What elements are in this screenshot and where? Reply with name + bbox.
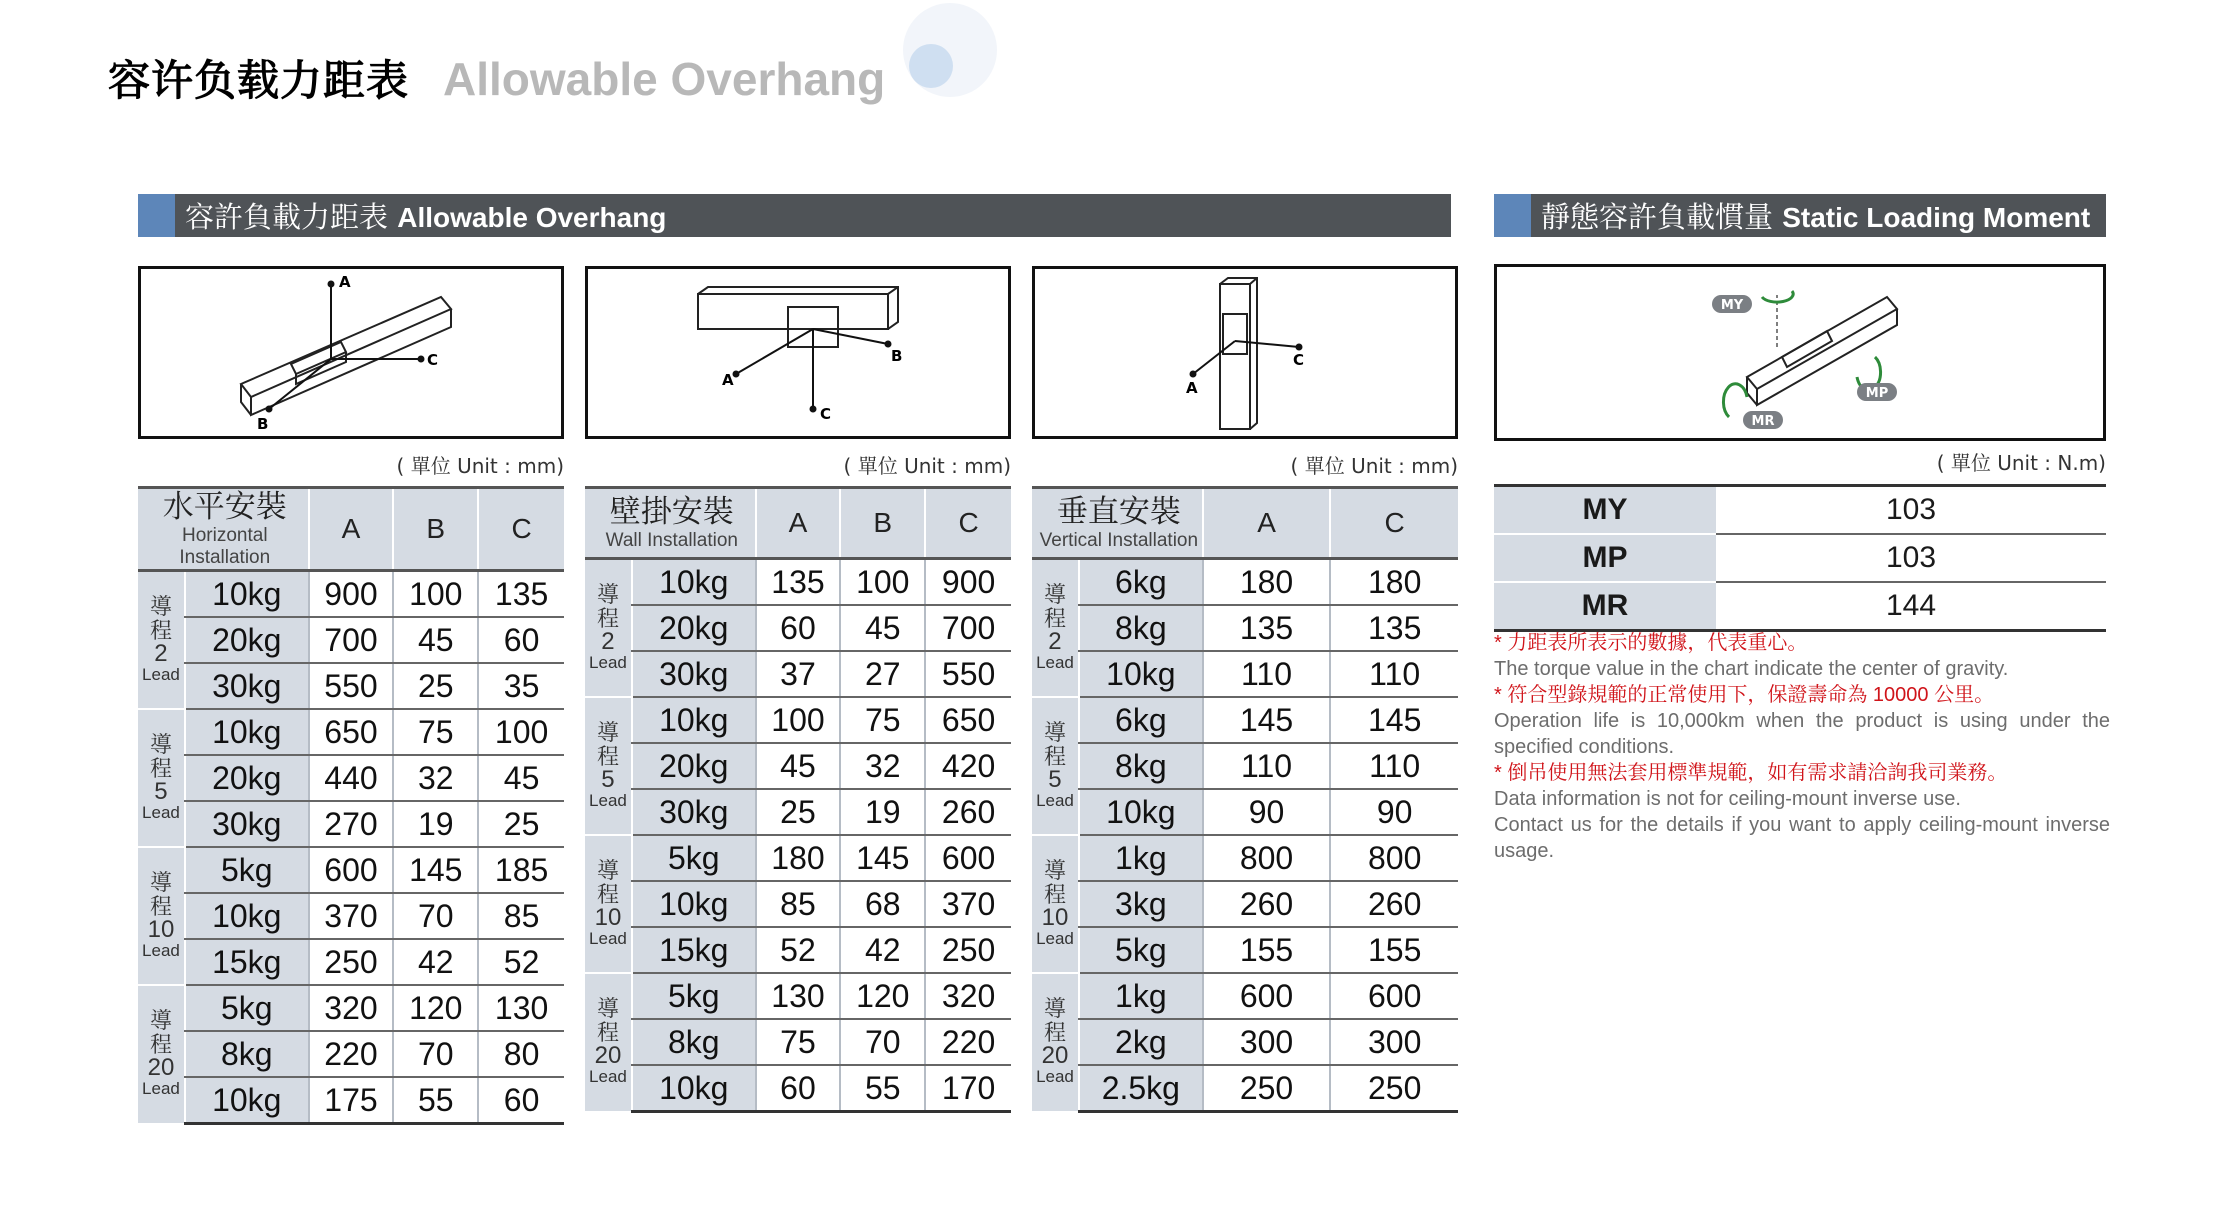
section-bar-moment <box>1494 194 2106 237</box>
table-row <box>1032 651 1458 697</box>
column-header: A <box>1203 488 1331 559</box>
table-row <box>1032 1019 1458 1065</box>
lead-label-zh: 導 程 <box>1043 582 1066 631</box>
load-cell: 15kg <box>632 927 756 973</box>
load-cell: 20kg <box>185 755 309 801</box>
value-cell: 250 <box>1203 1065 1331 1112</box>
load-cell: 6kg <box>1079 697 1203 743</box>
lead-cell <box>1032 835 1079 973</box>
lead-label-en: Lead <box>142 941 180 960</box>
my-label: MY <box>1720 298 1744 313</box>
value-cell: 300 <box>1330 1019 1458 1065</box>
lead-label-zh: 導 程 <box>1043 720 1066 769</box>
table-header-row <box>1032 488 1458 559</box>
moment-value: 103 <box>1716 534 2106 582</box>
value-cell: 45 <box>840 605 925 651</box>
lead-value: 5 <box>601 766 615 793</box>
installation-header-zh: 水平安裝 <box>162 489 287 524</box>
value-cell: 42 <box>840 927 925 973</box>
load-cell: 30kg <box>185 801 309 847</box>
notes <box>1494 630 2110 864</box>
overhang-table-vertical <box>1032 486 1458 1113</box>
table-row <box>585 1019 1011 1065</box>
lead-value: 5 <box>1048 766 1062 793</box>
value-cell: 145 <box>840 835 925 881</box>
value-cell: 600 <box>1330 973 1458 1019</box>
table-row <box>1032 559 1458 606</box>
table-row <box>585 1065 1011 1112</box>
unit-label: ( 單位 Unit : N.m) <box>1936 451 2106 475</box>
lead-value: 10 <box>1041 904 1069 931</box>
note-en: The torque value in the chart indicate the center of gravity. <box>1494 658 2009 680</box>
value-cell: 900 <box>309 571 394 618</box>
value-cell: 700 <box>309 617 394 663</box>
axis-label-b: B <box>891 347 903 365</box>
note-en: Operation life is 10,000km when the product is using under the specified conditions. <box>1494 710 2110 758</box>
value-cell: 100 <box>840 559 925 606</box>
lead-cell <box>1032 559 1079 698</box>
lead-cell <box>1032 973 1079 1112</box>
table-row <box>138 893 564 939</box>
lead-value: 2 <box>1048 628 1062 655</box>
lead-cell <box>585 559 632 698</box>
section-bar-title-en: Allowable Overhang <box>397 202 667 233</box>
diagram-moment <box>1494 264 2106 441</box>
load-cell: 20kg <box>632 605 756 651</box>
value-cell: 145 <box>1203 697 1331 743</box>
value-cell: 85 <box>756 881 841 927</box>
unit-label: ( 單位 Unit : mm) <box>843 454 1011 478</box>
section-bar-accent <box>1494 194 1531 237</box>
value-cell: 130 <box>756 973 841 1019</box>
value-cell: 130 <box>478 985 564 1031</box>
table-row <box>1032 605 1458 651</box>
value-cell: 60 <box>478 1077 564 1124</box>
page-title <box>108 48 885 108</box>
installation-header-zh: 垂直安裝 <box>1056 494 1181 529</box>
lead-cell <box>585 697 632 835</box>
value-cell: 900 <box>925 559 1011 606</box>
value-cell: 25 <box>478 801 564 847</box>
column-header: A <box>756 488 841 559</box>
table-row <box>1032 743 1458 789</box>
lead-label-zh: 導 程 <box>596 858 619 907</box>
column-header: B <box>393 488 478 571</box>
lead-cell <box>138 985 185 1124</box>
table-row <box>138 985 564 1031</box>
value-cell: 100 <box>478 709 564 755</box>
value-cell: 260 <box>925 789 1011 835</box>
installation-header-zh: 壁掛安裝 <box>609 494 734 529</box>
decor-circle-small <box>909 44 953 88</box>
table-row <box>585 881 1011 927</box>
table-row <box>585 789 1011 835</box>
lead-label-zh: 導 程 <box>596 720 619 769</box>
axis-label-a: A <box>1186 379 1198 397</box>
table-row <box>138 1077 564 1124</box>
value-cell: 270 <box>309 801 394 847</box>
value-cell: 175 <box>309 1077 394 1124</box>
value-cell: 27 <box>840 651 925 697</box>
value-cell: 550 <box>925 651 1011 697</box>
value-cell: 800 <box>1203 835 1331 881</box>
lead-value: 20 <box>147 1054 175 1082</box>
table-row <box>1032 927 1458 973</box>
load-cell: 10kg <box>632 697 756 743</box>
load-cell: 2.5kg <box>1079 1065 1203 1112</box>
value-cell: 60 <box>756 605 841 651</box>
value-cell: 19 <box>393 801 478 847</box>
load-cell: 1kg <box>1079 835 1203 881</box>
value-cell: 180 <box>1203 559 1331 606</box>
section-bar-title-en: Static Loading Moment <box>1782 202 2091 233</box>
lead-label-en: Lead <box>589 791 627 810</box>
lead-label-en: Lead <box>1036 653 1074 672</box>
table-header-row <box>138 488 564 571</box>
load-cell: 10kg <box>632 559 756 606</box>
lead-value: 10 <box>594 904 622 931</box>
load-cell: 30kg <box>185 663 309 709</box>
value-cell: 110 <box>1330 743 1458 789</box>
value-cell: 120 <box>840 973 925 1019</box>
vertical-mount-illustration <box>1035 269 1455 436</box>
value-cell: 600 <box>925 835 1011 881</box>
lead-label-en: Lead <box>142 665 180 684</box>
table-row <box>585 697 1011 743</box>
value-cell: 260 <box>1203 881 1331 927</box>
lead-label-zh: 導 程 <box>149 870 172 919</box>
value-cell: 55 <box>393 1077 478 1124</box>
load-cell: 5kg <box>1079 927 1203 973</box>
installation-header <box>138 488 309 571</box>
overhang-table-wall <box>585 486 1011 1113</box>
installation-header <box>1032 488 1203 559</box>
value-cell: 135 <box>1203 605 1331 651</box>
value-cell: 52 <box>478 939 564 985</box>
value-cell: 155 <box>1203 927 1331 973</box>
table-row <box>1494 582 2106 631</box>
mr-label: MR <box>1751 414 1775 429</box>
value-cell: 600 <box>1203 973 1331 1019</box>
load-cell: 10kg <box>185 893 309 939</box>
load-cell: 5kg <box>185 985 309 1031</box>
lead-label-zh: 導 程 <box>596 582 619 631</box>
value-cell: 250 <box>1330 1065 1458 1112</box>
section-bar-title-zh: 靜態容許負載慣量 <box>1541 200 1774 234</box>
column-header: C <box>478 488 564 571</box>
value-cell: 320 <box>309 985 394 1031</box>
value-cell: 70 <box>393 1031 478 1077</box>
moment-illustration <box>1497 267 2103 438</box>
value-cell: 120 <box>393 985 478 1031</box>
load-cell: 20kg <box>632 743 756 789</box>
installation-header <box>585 488 756 559</box>
value-cell: 70 <box>840 1019 925 1065</box>
value-cell: 260 <box>1330 881 1458 927</box>
moment-value: 144 <box>1716 582 2106 631</box>
load-cell: 8kg <box>1079 743 1203 789</box>
value-cell: 19 <box>840 789 925 835</box>
table-row <box>138 709 564 755</box>
lead-value: 2 <box>154 640 168 667</box>
value-cell: 650 <box>925 697 1011 743</box>
table-row <box>138 663 564 709</box>
lead-label-en: Lead <box>1036 929 1074 948</box>
load-cell: 10kg <box>1079 789 1203 835</box>
value-cell: 90 <box>1203 789 1331 835</box>
moment-key: MP <box>1494 534 1716 582</box>
value-cell: 600 <box>309 847 394 893</box>
table-row <box>1032 973 1458 1019</box>
value-cell: 32 <box>840 743 925 789</box>
load-cell: 8kg <box>632 1019 756 1065</box>
note-en: Contact us for the details if you want to apply ceiling-mount inverse usage. <box>1494 814 2110 862</box>
lead-label-en: Lead <box>589 929 627 948</box>
note-zh: * 倒吊使用無法套用標準規範，如有需求請洽詢我司業務。 <box>1494 762 2008 784</box>
value-cell: 155 <box>1330 927 1458 973</box>
section-bar-accent <box>138 194 175 237</box>
diagram-wall <box>585 266 1011 439</box>
table-row <box>585 743 1011 789</box>
value-cell: 75 <box>393 709 478 755</box>
load-cell: 10kg <box>185 571 309 618</box>
load-cell: 6kg <box>1079 559 1203 606</box>
lead-label-en: Lead <box>142 1079 180 1099</box>
load-cell: 30kg <box>632 651 756 697</box>
unit-label: ( 單位 Unit : mm) <box>396 454 564 478</box>
load-cell: 10kg <box>185 1077 309 1124</box>
lead-value: 2 <box>601 628 615 655</box>
value-cell: 135 <box>756 559 841 606</box>
load-cell: 5kg <box>185 847 309 893</box>
table-row <box>138 939 564 985</box>
overhang-table-horizontal <box>138 486 564 1125</box>
value-cell: 45 <box>393 617 478 663</box>
installation-header-en: Vertical Installation <box>1039 530 1199 551</box>
value-cell: 550 <box>309 663 394 709</box>
table-row <box>1032 835 1458 881</box>
value-cell: 440 <box>309 755 394 801</box>
load-cell: 20kg <box>185 617 309 663</box>
axis-label-c: C <box>820 405 832 423</box>
load-cell: 5kg <box>632 973 756 1019</box>
installation-header-en: Horizontal Installation <box>179 525 271 568</box>
lead-label-zh: 導 程 <box>596 996 619 1046</box>
unit-label: ( 單位 Unit : mm) <box>1290 454 1458 478</box>
value-cell: 75 <box>756 1019 841 1065</box>
value-cell: 300 <box>1203 1019 1331 1065</box>
load-cell: 15kg <box>185 939 309 985</box>
table-header-row <box>585 488 1011 559</box>
value-cell: 32 <box>393 755 478 801</box>
column-header: C <box>1330 488 1458 559</box>
table-row <box>138 617 564 663</box>
section-bar-overhang <box>138 194 1451 237</box>
table-row <box>138 571 564 618</box>
value-cell: 420 <box>925 743 1011 789</box>
value-cell: 145 <box>1330 697 1458 743</box>
value-cell: 220 <box>925 1019 1011 1065</box>
value-cell: 42 <box>393 939 478 985</box>
value-cell: 90 <box>1330 789 1458 835</box>
installation-header-en: Wall Installation <box>605 530 738 551</box>
value-cell: 170 <box>925 1065 1011 1112</box>
axis-label-c: C <box>1293 351 1305 369</box>
lead-label-zh: 導 程 <box>149 1008 172 1058</box>
table-row <box>1032 881 1458 927</box>
lead-label-zh: 導 程 <box>1043 858 1066 907</box>
horizontal-mount-illustration <box>141 269 561 436</box>
table-row <box>585 651 1011 697</box>
load-cell: 2kg <box>1079 1019 1203 1065</box>
value-cell: 70 <box>393 893 478 939</box>
table-row <box>1032 697 1458 743</box>
table-row <box>1494 486 2106 535</box>
diagram-vertical <box>1032 266 1458 439</box>
value-cell: 800 <box>1330 835 1458 881</box>
note-zh: * 符合型錄規範的正常使用下，保證壽命為 10000 公里。 <box>1494 684 1995 706</box>
value-cell: 180 <box>756 835 841 881</box>
page-title-zh: 容许负载力距表 <box>108 56 410 105</box>
value-cell: 25 <box>393 663 478 709</box>
load-cell: 1kg <box>1079 973 1203 1019</box>
load-cell: 30kg <box>632 789 756 835</box>
value-cell: 55 <box>840 1065 925 1112</box>
note-en: Data information is not for ceiling-mount inverse use. <box>1494 788 1961 810</box>
value-cell: 145 <box>393 847 478 893</box>
value-cell: 45 <box>478 755 564 801</box>
load-cell: 8kg <box>1079 605 1203 651</box>
column-header: A <box>309 488 394 571</box>
lead-cell <box>138 847 185 985</box>
value-cell: 110 <box>1203 743 1331 789</box>
lead-label-zh: 導 程 <box>149 594 172 643</box>
value-cell: 650 <box>309 709 394 755</box>
moment-key: MR <box>1494 582 1716 631</box>
load-cell: 10kg <box>1079 651 1203 697</box>
value-cell: 85 <box>478 893 564 939</box>
value-cell: 185 <box>478 847 564 893</box>
column-header: B <box>840 488 925 559</box>
section-bar-title <box>175 195 666 236</box>
lead-value: 5 <box>154 778 168 805</box>
value-cell: 60 <box>756 1065 841 1112</box>
section-bar-title-zh: 容許負載力距表 <box>185 200 389 234</box>
axis-label-b: B <box>257 415 269 433</box>
lead-label-en: Lead <box>142 803 180 822</box>
table-row <box>138 755 564 801</box>
value-cell: 370 <box>309 893 394 939</box>
lead-value: 10 <box>147 916 175 943</box>
load-cell: 3kg <box>1079 881 1203 927</box>
lead-cell <box>138 571 185 710</box>
value-cell: 110 <box>1203 651 1331 697</box>
lead-value: 20 <box>594 1042 622 1070</box>
value-cell: 100 <box>393 571 478 618</box>
lead-value: 20 <box>1041 1042 1069 1070</box>
value-cell: 110 <box>1330 651 1458 697</box>
axis-label-a: A <box>339 273 351 291</box>
lead-cell <box>585 835 632 973</box>
section-bar-title <box>1531 195 2090 236</box>
table-row <box>585 973 1011 1019</box>
table-row <box>1032 789 1458 835</box>
value-cell: 68 <box>840 881 925 927</box>
value-cell: 25 <box>756 789 841 835</box>
lead-label-en: Lead <box>1036 1067 1074 1087</box>
lead-cell <box>1032 697 1079 835</box>
load-cell: 8kg <box>185 1031 309 1077</box>
table-row <box>585 559 1011 606</box>
value-cell: 220 <box>309 1031 394 1077</box>
lead-cell <box>585 973 632 1112</box>
lead-label-zh: 導 程 <box>1043 996 1066 1046</box>
table-row <box>585 605 1011 651</box>
table-row <box>138 847 564 893</box>
value-cell: 37 <box>756 651 841 697</box>
table-row <box>585 927 1011 973</box>
value-cell: 60 <box>478 617 564 663</box>
lead-label-en: Lead <box>1036 791 1074 810</box>
note-zh: * 力距表所表示的數據，代表重心。 <box>1494 632 1808 654</box>
page-title-en: Allowable Overhang <box>443 53 886 105</box>
value-cell: 250 <box>925 927 1011 973</box>
axis-label-a: A <box>722 371 734 389</box>
lead-label-zh: 導 程 <box>149 732 172 781</box>
diagram-horizontal <box>138 266 564 439</box>
value-cell: 80 <box>478 1031 564 1077</box>
load-cell: 5kg <box>632 835 756 881</box>
mp-label: MP <box>1865 386 1889 401</box>
value-cell: 45 <box>756 743 841 789</box>
lead-cell <box>138 709 185 847</box>
table-row <box>138 801 564 847</box>
value-cell: 135 <box>1330 605 1458 651</box>
wall-mount-illustration <box>588 269 1008 436</box>
table-row <box>138 1031 564 1077</box>
value-cell: 700 <box>925 605 1011 651</box>
axis-label-c: C <box>427 351 439 369</box>
lead-label-en: Lead <box>589 1067 627 1087</box>
column-header: C <box>925 488 1011 559</box>
table-row <box>1032 1065 1458 1112</box>
value-cell: 75 <box>840 697 925 743</box>
value-cell: 320 <box>925 973 1011 1019</box>
table-row <box>1494 534 2106 582</box>
load-cell: 10kg <box>632 881 756 927</box>
value-cell: 370 <box>925 881 1011 927</box>
moment-table <box>1494 484 2106 632</box>
moment-value: 103 <box>1716 486 2106 535</box>
rotation-arrow-icon <box>1723 384 1747 417</box>
table-row <box>585 835 1011 881</box>
value-cell: 100 <box>756 697 841 743</box>
load-cell: 10kg <box>632 1065 756 1112</box>
value-cell: 250 <box>309 939 394 985</box>
lead-label-en: Lead <box>589 653 627 672</box>
value-cell: 35 <box>478 663 564 709</box>
value-cell: 180 <box>1330 559 1458 606</box>
value-cell: 135 <box>478 571 564 618</box>
load-cell: 10kg <box>185 709 309 755</box>
value-cell: 52 <box>756 927 841 973</box>
moment-key: MY <box>1494 486 1716 535</box>
